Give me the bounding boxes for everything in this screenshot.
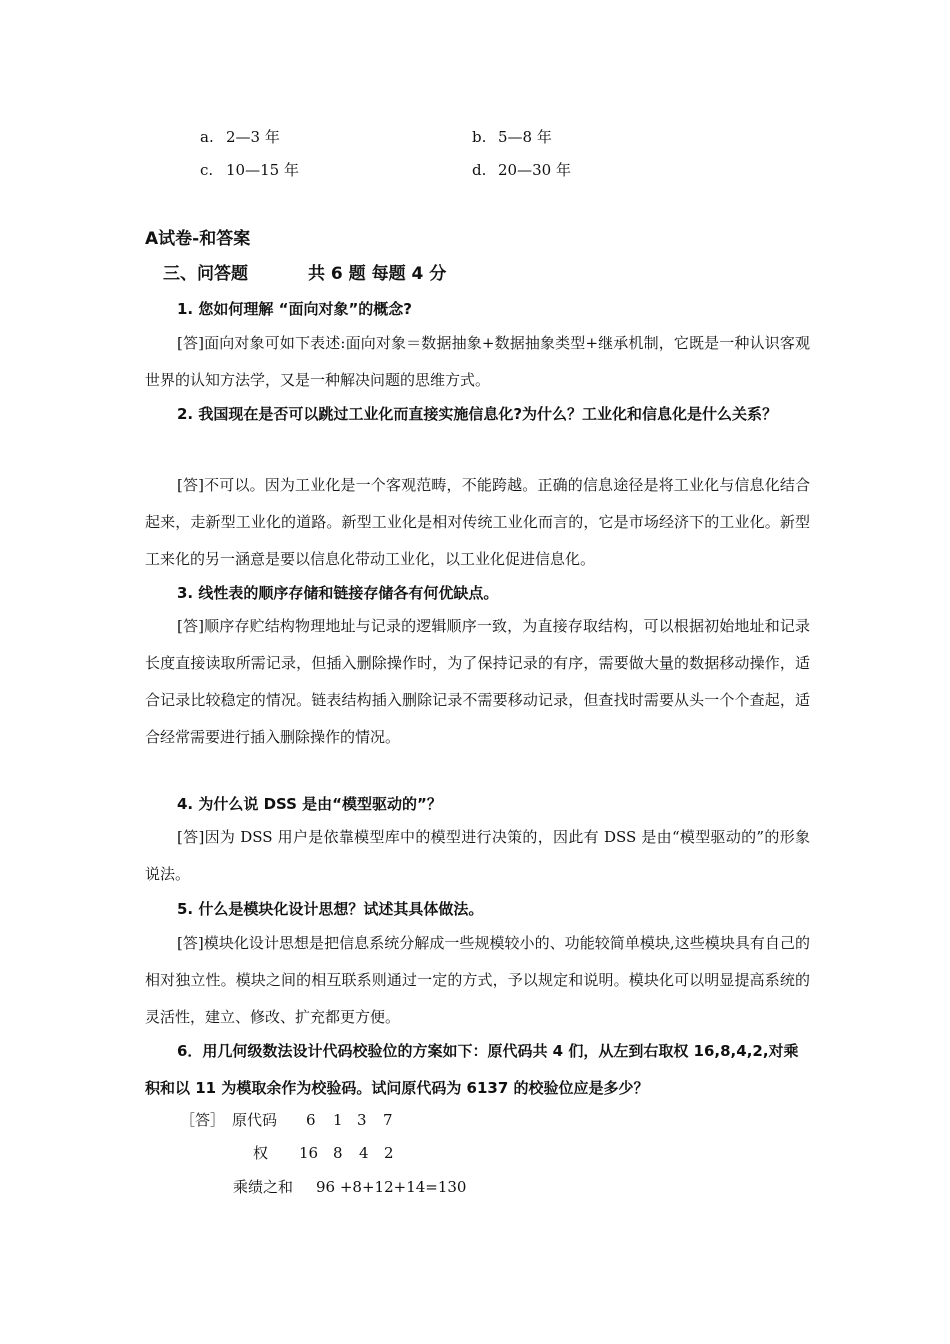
option-text: 10—15 年 — [226, 161, 299, 179]
row-value: 96 +8+12+14=130 — [316, 1178, 467, 1196]
section-title: 三、问答题 — [163, 264, 248, 284]
option-a — [200, 127, 280, 147]
answer-3: [答]顺序存贮结构物理地址与记录的逻辑顺序一致，为直接存取结构，可以根据初始地址和记录长度直接读取所需记录，但插入删除操作时，为了保持记录的有序，需要做大量的数据移动操作，适合记录比较稳定的情况。链表结构插入删除记录不需要移动记录，但查找时需要从头一个个查起，适合经常需要进行插入删除操作的情况。 — [145, 617, 810, 746]
answer-2: [答]不可以。因为工业化是一个客观范畴，不能跨越。正确的信息途径是将工业化与信息化结合起来，走新型工业化的道路。新型工业化是相对传统工业化而言的，它是市场经济下的工业化。新型工来化的另一涵意是要以信息化带动工业化，以工业化促进信息化。 — [145, 476, 810, 568]
answer-tag: ［答］ — [180, 1111, 226, 1129]
option-text: 2—3 年 — [226, 128, 280, 146]
option-b — [472, 127, 552, 147]
option-letter: c. — [200, 161, 214, 179]
option-c — [200, 160, 299, 180]
row-value: 8 — [333, 1144, 343, 1162]
question-4: 4. 为什么说 DSS 是由“模型驱动的”？ — [177, 795, 442, 813]
calc-row-product-sum — [0, 1177, 950, 1197]
calc-row-weights — [0, 1143, 950, 1163]
question-6: 6．用几何级数法设计代码校验位的方案如下：原代码共 4 们，从左到右取权 16,8,4,2,对乘积和以 11 为模取余作为校验码。试问原代码为 6137 的校验位应是多少？ — [145, 1042, 799, 1097]
row-label: 权 — [253, 1144, 269, 1162]
row-value: 1 — [333, 1111, 343, 1129]
section-count: 共 6 题 每题 4 分 — [308, 264, 447, 284]
question-3: 3. 线性表的顺序存储和链接存储各有何优缺点。 — [177, 584, 499, 602]
row-value: 4 — [359, 1144, 369, 1162]
option-d — [472, 160, 571, 180]
row-value: 16 — [299, 1144, 319, 1162]
answer-4: [答]因为 DSS 用户是依靠模型库中的模型进行决策的，因此有 DSS 是由“模型驱动的”的形象说法。 — [145, 828, 810, 883]
calc-row-original-code — [0, 1110, 950, 1130]
row-label: 乘绩之和 — [233, 1178, 294, 1196]
section-heading — [163, 263, 446, 285]
row-value: 2 — [384, 1144, 394, 1162]
option-letter: d. — [472, 161, 487, 179]
answer-5: [答]模块化设计思想是把信息系统分解成一些规模较小的、功能较简单模块,这些模块具有自己的相对独立性。模块之间的相互联系则通过一定的方式，予以规定和说明。模块化可以明显提高系统的灵活性，建立、修改、扩充都更方便。 — [145, 934, 810, 1026]
answer-1: [答]面向对象可如下表述:面向对象＝数据抽象+数据抽象类型+继承机制，它既是一种认识客观世界的认知方法学，又是一种解决问题的思维方式。 — [145, 334, 810, 389]
row-value: 3 — [357, 1111, 367, 1129]
option-letter: b. — [472, 128, 487, 146]
question-1: 1. 您如何理解 “面向对象”的概念? — [177, 300, 412, 318]
option-letter: a. — [200, 128, 214, 146]
row-label: 原代码 — [232, 1111, 278, 1129]
row-value: 7 — [383, 1111, 393, 1129]
question-2: 2. 我国现在是否可以跳过工业化而直接实施信息化?为什么？工业化和信息化是什么关系？ — [177, 405, 778, 423]
document-title: A试卷-和答案 — [145, 229, 251, 249]
option-text: 5—8 年 — [498, 128, 552, 146]
question-5: 5. 什么是模块化设计思想？试述其具体做法。 — [177, 900, 484, 918]
option-text: 20—30 年 — [498, 161, 571, 179]
row-value: 6 — [306, 1111, 316, 1129]
